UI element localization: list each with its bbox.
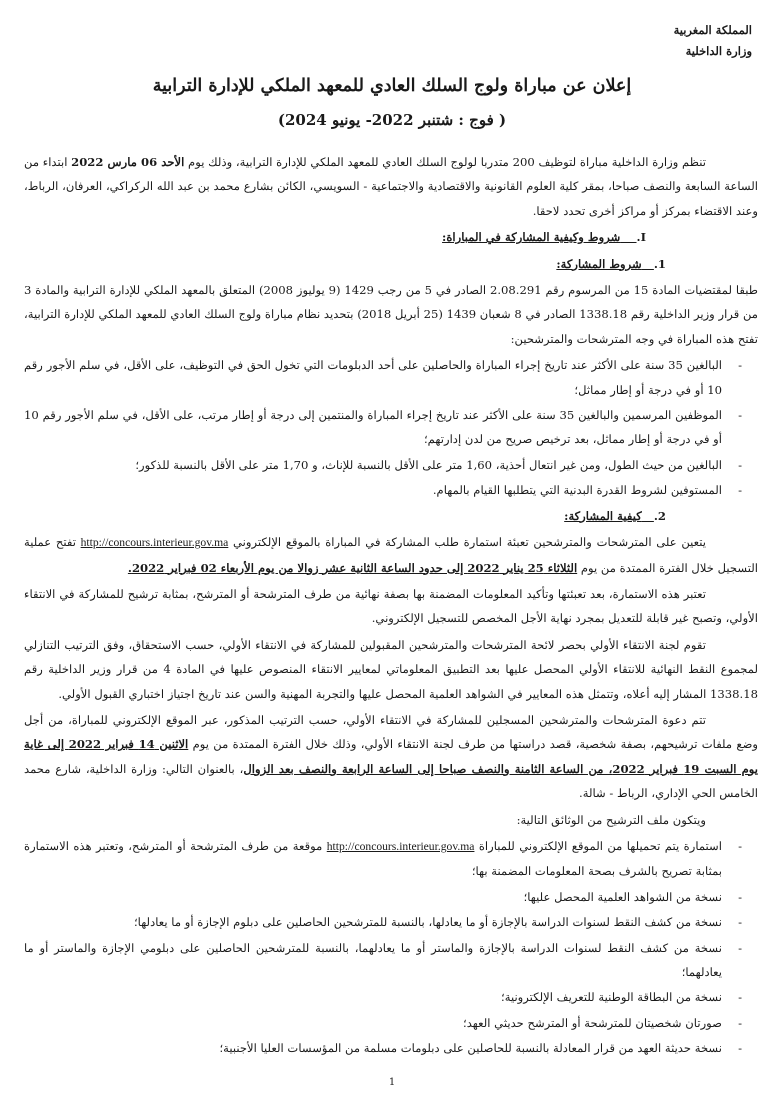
- document-body: [24, 150, 758, 1062]
- section-number: I.: [636, 230, 646, 245]
- list-item: - نسخة من كشف النقط لسنوات الدراسة بالإجازة أو ما يعادلها، بالنسبة للمترشحين الحاصلين على دبلوم الإجازة أو ما يعادلها؛: [24, 910, 758, 934]
- documents-list: [24, 834, 758, 1061]
- subsection-title: كيفية المشاركة:: [564, 508, 642, 523]
- intro-text: تنظم وزارة الداخلية مباراة لتوظيف 200 متدربا لولوج السلك العادي للمعهد الملكي للإدارة الترابية، وذلك يوم: [184, 155, 706, 169]
- list-item: - صورتان شخصيتان للمترشحة أو المترشح حديثي العهد؛: [24, 1011, 758, 1035]
- invitation-paragraph: [24, 708, 758, 806]
- concours-link[interactable]: http://concours.interieur.gov.ma: [80, 536, 229, 550]
- intro-paragraph: [24, 150, 758, 223]
- list-item: - نسخة حديثة العهد من قرار المعادلة بالنسبة للحاصلين على دبلومات مسلمة من المؤسسات العليا الأجنبية؛: [24, 1036, 758, 1060]
- paragraph-text: تتم دعوة المترشحات والمترشحين المسجلين للمشاركة في الانتقاء الأولي، حسب الترتيب المذكور، عبر الموقع الإلكتروني للمباراة، من أجل وضع ملفات ترشيحهم، بصفة شخصية، قصد دراستها من طرف لجنة الانتقاء الأولي، وذلك خلال الفترة الممتدة من يوم: [24, 712, 759, 752]
- ministry-label: وزارة الداخلية: [685, 44, 752, 58]
- paragraph-text: يتعين على المترشحات والمترشحين تعبئة استمارة طلب المشاركة في المباراة بالموقع الإلكتروني: [228, 535, 706, 550]
- section-heading-1: [24, 225, 758, 249]
- subsection-title: شروط المشاركة:: [556, 256, 642, 271]
- paragraph-text: ، بالعنوان التالي: وزارة الداخلية، شارع محمد الخامس الحي الإداري، الرباط - شالة.: [24, 761, 758, 801]
- subsection-number: 2.: [653, 508, 666, 523]
- document-title: إعلان عن مباراة ولوج السلك العادي للمعهد الملكي للإدارة الترابية: [152, 76, 632, 96]
- list-item: - نسخة من كشف النقط لسنوات الدراسة بالإجازة والماستر أو ما يعادلهما، بالنسبة للمترشحين الحاصلين على دبلومي الإجازة والماستر أو ما يعادلهما؛: [24, 936, 758, 985]
- form-paragraph: تعتبر هذه الاستمارة، بعد تعبئتها وتأكيد المعلومات المضمنة بها بصفة نهائية من طرف المترشحة أو المترشح، بمثابة ترشيح للمشاركة في الانتقاء الأولي، وتصبح غير قابلة للتعديل بمجرد نهاية الأجل المخصص للتسجيل الإلكتروني.: [24, 586, 758, 626]
- conditions-list: [24, 353, 758, 502]
- subsection-number: 1.: [653, 256, 666, 271]
- list-item: - نسخة من البطاقة الوطنية للتعريف الإلكترونية؛: [24, 985, 758, 1009]
- registration-dates: الثلاثاء 25 يناير 2022 إلى حدود الساعة الثانية عشر زوالا من يوم الأربعاء 02 فبراير 2022.: [127, 560, 578, 575]
- list-item: - الموظفين المرسمين والبالغين 35 سنة على الأكثر عند تاريخ إجراء المباراة والمنتمين إلى درجة أو إطار مرتب، على الأقل، في سلم الأجور رقم 10 أو في درجة أو إطار مماثل، بعد ترخيص صريح من لدن إدارتهم؛: [24, 403, 758, 452]
- paragraph-text: تفتح عملية التسجيل خلال الفترة الممتدة من يوم: [24, 535, 758, 575]
- selection-paragraph: تقوم لجنة الانتقاء الأولي بحصر لائحة المترشحات والمترشحين المقبولين للمشاركة في الانتقاء الأولي، حسب الاستحقاق، وفق الترتيب التنازلي لمجموع النقط النهائية للانتقاء الأولي المحصل عليها بعد التطبيق المعلوماتي لمعايير الانتقاء المنصوص عليها في المادة 4 من قرار وزير الداخلية رقم 1338.18 المشار إليه أعلاه، وتتمثل هذه المعايير في الشواهد العلمية المحصل عليها والتجربة المهنية والسن عند تاريخ اجتياز اختباري القبول الأولي.: [24, 637, 758, 701]
- list-item: - البالغين 35 سنة على الأكثر عند تاريخ إجراء المباراة والحاصلين على أحد الدبلومات التي تخول الحق في التوظيف، على الأقل، في سلم الأجور رقم 10 أو في درجة أو إطار مماثل؛: [24, 353, 758, 402]
- deposit-dates: الاثنين 14 فبراير 2022 إلى غاية يوم السبت 19 فبراير 2022، من الساعة الثامنة والنصف صباحا إلى الساعة الرابعة والنصف بعد الزوال: [24, 737, 759, 776]
- conditions-paragraph: طبقا لمقتضيات المادة 15 من المرسوم رقم 2.08.291 الصادر في 5 من رجب 1429 (9 يوليوز 2008) المتعلق بالمعهد الملكي للإدارة الترابية والمادة 3 من قرار وزير الداخلية رقم 1338.18 الصادر في 8 شعبان 1439 (25 أبريل 2018) بتحديد نظام مباراة ولوج السلك العادي للمعهد الملكي للإدارة الترابية، تفتح هذه المباراة في وجه المترشحات والمترشحين:: [24, 283, 758, 346]
- list-item: - المستوفين لشروط القدرة البدنية التي يتطلبها القيام بالمهام.: [24, 478, 758, 502]
- documents-intro: ويتكون ملف الترشيح من الوثائق التالية:: [516, 812, 706, 827]
- intro-date: الأحد 06 مارس 2022: [71, 155, 185, 169]
- letterhead: [674, 20, 752, 62]
- list-item: [24, 834, 758, 884]
- subsection-heading-2: [24, 504, 758, 528]
- document-subtitle: ( فوج : شتنبر 2022- يونيو 2024): [277, 111, 507, 129]
- list-item: - نسخة من الشواهد العلمية المحصل عليها؛: [24, 885, 758, 909]
- item-text: موقعة من طرف المترشحة أو المترشح، وتعتبر هذه الاستمارة بمثابة تصريح بالشرف بصحة المعلومات المضمنة بها؛: [24, 838, 722, 879]
- page-number: 1: [388, 1077, 396, 1088]
- registration-paragraph: [24, 530, 758, 580]
- kingdom-label: المملكة المغربية: [673, 23, 752, 37]
- concours-link[interactable]: http://concours.interieur.gov.ma: [326, 839, 475, 853]
- intro-text-cont: ابتداء من الساعة السابعة والنصف صباحا، بمقر كلية العلوم القانونية والاقتصادية والاجتماعية - السويسي، الكائن بشارع محمد بن عبد الله الركراكي، العرفان، الرباط، وعند الاقتضاء بمركز أو مراكز أخرى تحدد لاحقا.: [24, 155, 758, 218]
- subsection-heading-1: [24, 252, 758, 276]
- list-item: - البالغين من حيث الطول، ومن غير انتعال أحذية، 1,60 متر على الأقل بالنسبة للإناث، و 1,70 متر على الأقل بالنسبة للذكور؛: [24, 453, 758, 477]
- section-title: شروط وكيفية المشاركة في المباراة:: [442, 230, 621, 245]
- item-text: استمارة يتم تحميلها من الموقع الإلكتروني للمباراة: [474, 838, 722, 853]
